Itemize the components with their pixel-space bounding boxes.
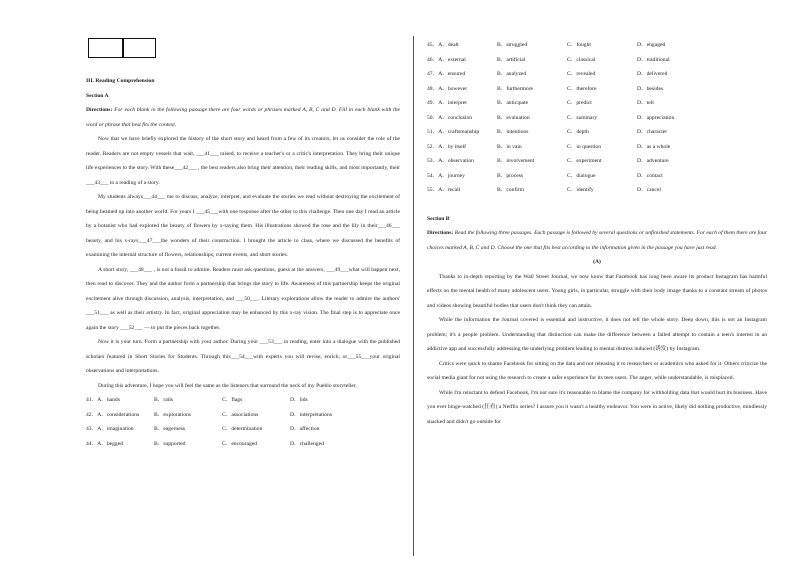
- directions-text: For each blank in the following passage there are four words or phrases marked A, B, C and D. Fill in each blank with the word or phrase that best fits the context.: [86, 107, 401, 128]
- option: D．delivered: [637, 71, 668, 77]
- option: C．predict: [567, 100, 592, 106]
- option-row: [427, 154, 767, 169]
- directions-label: Directions:: [427, 230, 454, 236]
- option: C．therefore: [567, 85, 597, 92]
- passage-label: (A): [593, 259, 601, 265]
- option: D．tell: [637, 100, 654, 106]
- option: B．rails: [154, 397, 173, 403]
- option: B．confirm: [497, 187, 525, 193]
- option: C．encouraged: [222, 440, 258, 447]
- passage-paragraph: While I'm reluctant to defend Facebook, I'm not sure it's reasonable to blame the company for withholding data that would hurt its business. Have you ever binge-watched (狂看) a Netflix series? I assure you it wasn't a healthy endeavor. You were in active, likely did nothing productive, mindlessly snacked and didn't go outside for: [427, 389, 767, 425]
- passage-paragraph: While the information the Journal covered is essential and instructive, it does not tell the whole story. Deep down, this is not an Instagram problem; it's a people problem. Understanding that distinction can make the difference between a failed attempt to contain a teen's interest in an addictive app and successfully addressing the underlying problem leading to mental distress induced (诱发) by Instagram.: [427, 317, 767, 352]
- option: C．fought: [567, 42, 591, 48]
- option: 51．A．craftsmanship: [427, 129, 480, 135]
- option: B．furthermore: [497, 85, 534, 92]
- option: 48．A．however: [427, 85, 468, 92]
- option: D．affection: [290, 426, 320, 432]
- directions-text: Read the following three passages. Each passage is followed by several questions or unfinished statements. For each of them there are four choices marked A, B, C and D. Choose the one that fits best according to the information given in the passage you have just read.: [427, 230, 767, 251]
- option: D．appreciation: [637, 114, 675, 121]
- option-row: [427, 111, 767, 126]
- option: B．eagerness: [154, 426, 186, 432]
- option: D．cancel: [637, 187, 661, 193]
- option: D．contact: [637, 172, 663, 179]
- option-row: [427, 38, 767, 53]
- passage-paragraph: Thanks to in-depth reporting by the Wall Street Journal, we now know that Facebook has long been aware its product Instagram has harmful effects on the mental health of many adolescent users. Young girls, in particular, struggle with their body image thanks to a constant stream of photos and videos showing beautiful bodies that users don't think they can attain.: [427, 273, 767, 309]
- option: D．adventure: [637, 158, 669, 164]
- directions: [427, 226, 767, 255]
- left-column: [86, 74, 400, 451]
- option-row: [86, 437, 400, 452]
- option: 46．A．external: [427, 56, 466, 63]
- option: 47．A．ensured: [427, 71, 466, 77]
- option: D．interpretations: [290, 411, 332, 418]
- passage-paragraph: Now that we have briefly explored the history of the short story and heard from a few of its creators, let us consider the role of the reader. Readers are not empty vessels that wait, ___41___ raised, to receive a teacher's or a critic's interpretation. They bring their unique life experiences to the story. With these___42___ , the best readers also bring their attention, their reading skills, and most importantly, their ___43___ to a reading of a story.: [86, 136, 400, 186]
- section-a-heading: Section A: [86, 92, 109, 99]
- option: D．character: [637, 129, 668, 135]
- column-divider: [413, 36, 414, 556]
- option-row: [427, 53, 767, 68]
- option: 55．A．recall: [427, 187, 461, 193]
- passage-paragraph: A short story, ___48___ , is not a fossil to admire. Readers must ask questions, guess at the answers, ___49___what will happen next, then read to discover. They and the author form a partnership that brings the story to life. Awareness of this partnership keeps the original excitement alive through discussion, analysis, interpretation, and ___50___. Literary explorations allow the reader to admire the authors' ___51___ as well as their artistry. In fact, original appreciation may be enhanced by this x-ray vision. The final step is to appreciate once again the story ___52___ — to put the pieces back together.: [86, 266, 400, 331]
- answer-boxes: [88, 38, 156, 58]
- option-row: [427, 67, 767, 82]
- option: C．revealed: [567, 71, 596, 77]
- passage-paragraph: During this adventure, I hope you will feel the same as the listeners that surround the neck of my Pueblo storyteller.: [98, 382, 357, 389]
- box-divider: [122, 39, 124, 57]
- option: 54．A．journey: [427, 172, 465, 179]
- option: 52．A．by itself: [427, 143, 466, 150]
- option: B．evaluation: [497, 114, 530, 121]
- option: B．involvement: [497, 158, 535, 164]
- option: C．associations: [222, 411, 259, 418]
- right-column: [427, 38, 767, 429]
- option-row: [427, 169, 767, 184]
- option: B．explorations: [154, 411, 191, 418]
- option: C．experiment: [567, 158, 602, 164]
- passage-paragraph: My students always___44___ me to discuss, analyze, interpret, and evaluate the stories we read without destroying the excitement of being beamed up into another world. For years I ___45___with one response after the other to this challenge. Then one day I read an article by a botanist who had explored the beauty of flowers by x-raying them. His illustrations showed the rose and the lily in their___46___ beauty, and his x-rays___47___the wonders of their construction. I brought the article to class, where we discussed the benefits of examining the internal structure of flowers, relationships, current events, and short stories.: [86, 194, 400, 258]
- option-row: [427, 183, 767, 198]
- option: 50．A．conclusion: [427, 114, 473, 121]
- option: C．classical: [567, 56, 596, 63]
- option: B．anticipate: [497, 100, 529, 106]
- option: D．engaged: [637, 42, 666, 48]
- passage-paragraph: Now it is your turn. Form a partnership with your author. During your ___53___ in reading, enter into a dialogue with the published scholars featured in Short Stories for Students. Through this___54___with experts you will revise, enrich, or___55___your original observations and interpretations.: [86, 339, 400, 374]
- option-row: [427, 96, 767, 111]
- option: B．artificial: [497, 56, 526, 63]
- option: B．intentions: [497, 129, 529, 135]
- option: C．identify: [567, 187, 594, 193]
- option: 41．A．hands: [86, 397, 120, 403]
- option: B．supported: [154, 440, 186, 447]
- option-row: [427, 125, 767, 140]
- option: B．process: [497, 172, 524, 179]
- option: B．in vain: [497, 143, 522, 150]
- option-row: [427, 82, 767, 97]
- directions-label: Directions:: [86, 107, 113, 113]
- option: C．flags: [222, 397, 243, 403]
- option: C．depth: [567, 129, 589, 135]
- option: 43．A．imagination: [86, 426, 134, 432]
- option: 45．A．dealt: [427, 42, 459, 48]
- option: D．besides: [637, 85, 664, 92]
- option: D．traditional: [637, 56, 670, 63]
- option: C．in question: [567, 143, 602, 150]
- option: C．dialogue: [567, 172, 596, 179]
- directions: [86, 103, 400, 132]
- option: B．struggled: [497, 42, 528, 48]
- option: 53．A．observation: [427, 158, 474, 164]
- option: 49．A．interpret: [427, 100, 467, 106]
- option: D．as a whole: [637, 143, 671, 150]
- option: 44．A．begged: [86, 440, 123, 447]
- option: C．determination: [222, 426, 263, 432]
- option-row: [86, 408, 400, 423]
- option: D．lids: [290, 397, 308, 403]
- option: C．summary: [567, 114, 598, 121]
- option-row: [86, 422, 400, 437]
- option: D．challenged: [290, 440, 324, 447]
- option: B．analyzed: [497, 71, 527, 77]
- option: 42．A．considerations: [86, 411, 140, 418]
- passage-paragraph: Critics were quick to shame Facebook for sitting on the data and not releasing it to researchers or academics who asked for it. Others criticize the social media giant for not using the research to create a safer experience for its teen users. The anger, while understandable, is misplaced.: [427, 360, 767, 381]
- option-row: [427, 140, 767, 155]
- option-row: [86, 393, 400, 408]
- section-title: III. Reading Comprehension: [86, 78, 155, 84]
- section-b-heading: Section B: [427, 215, 450, 222]
